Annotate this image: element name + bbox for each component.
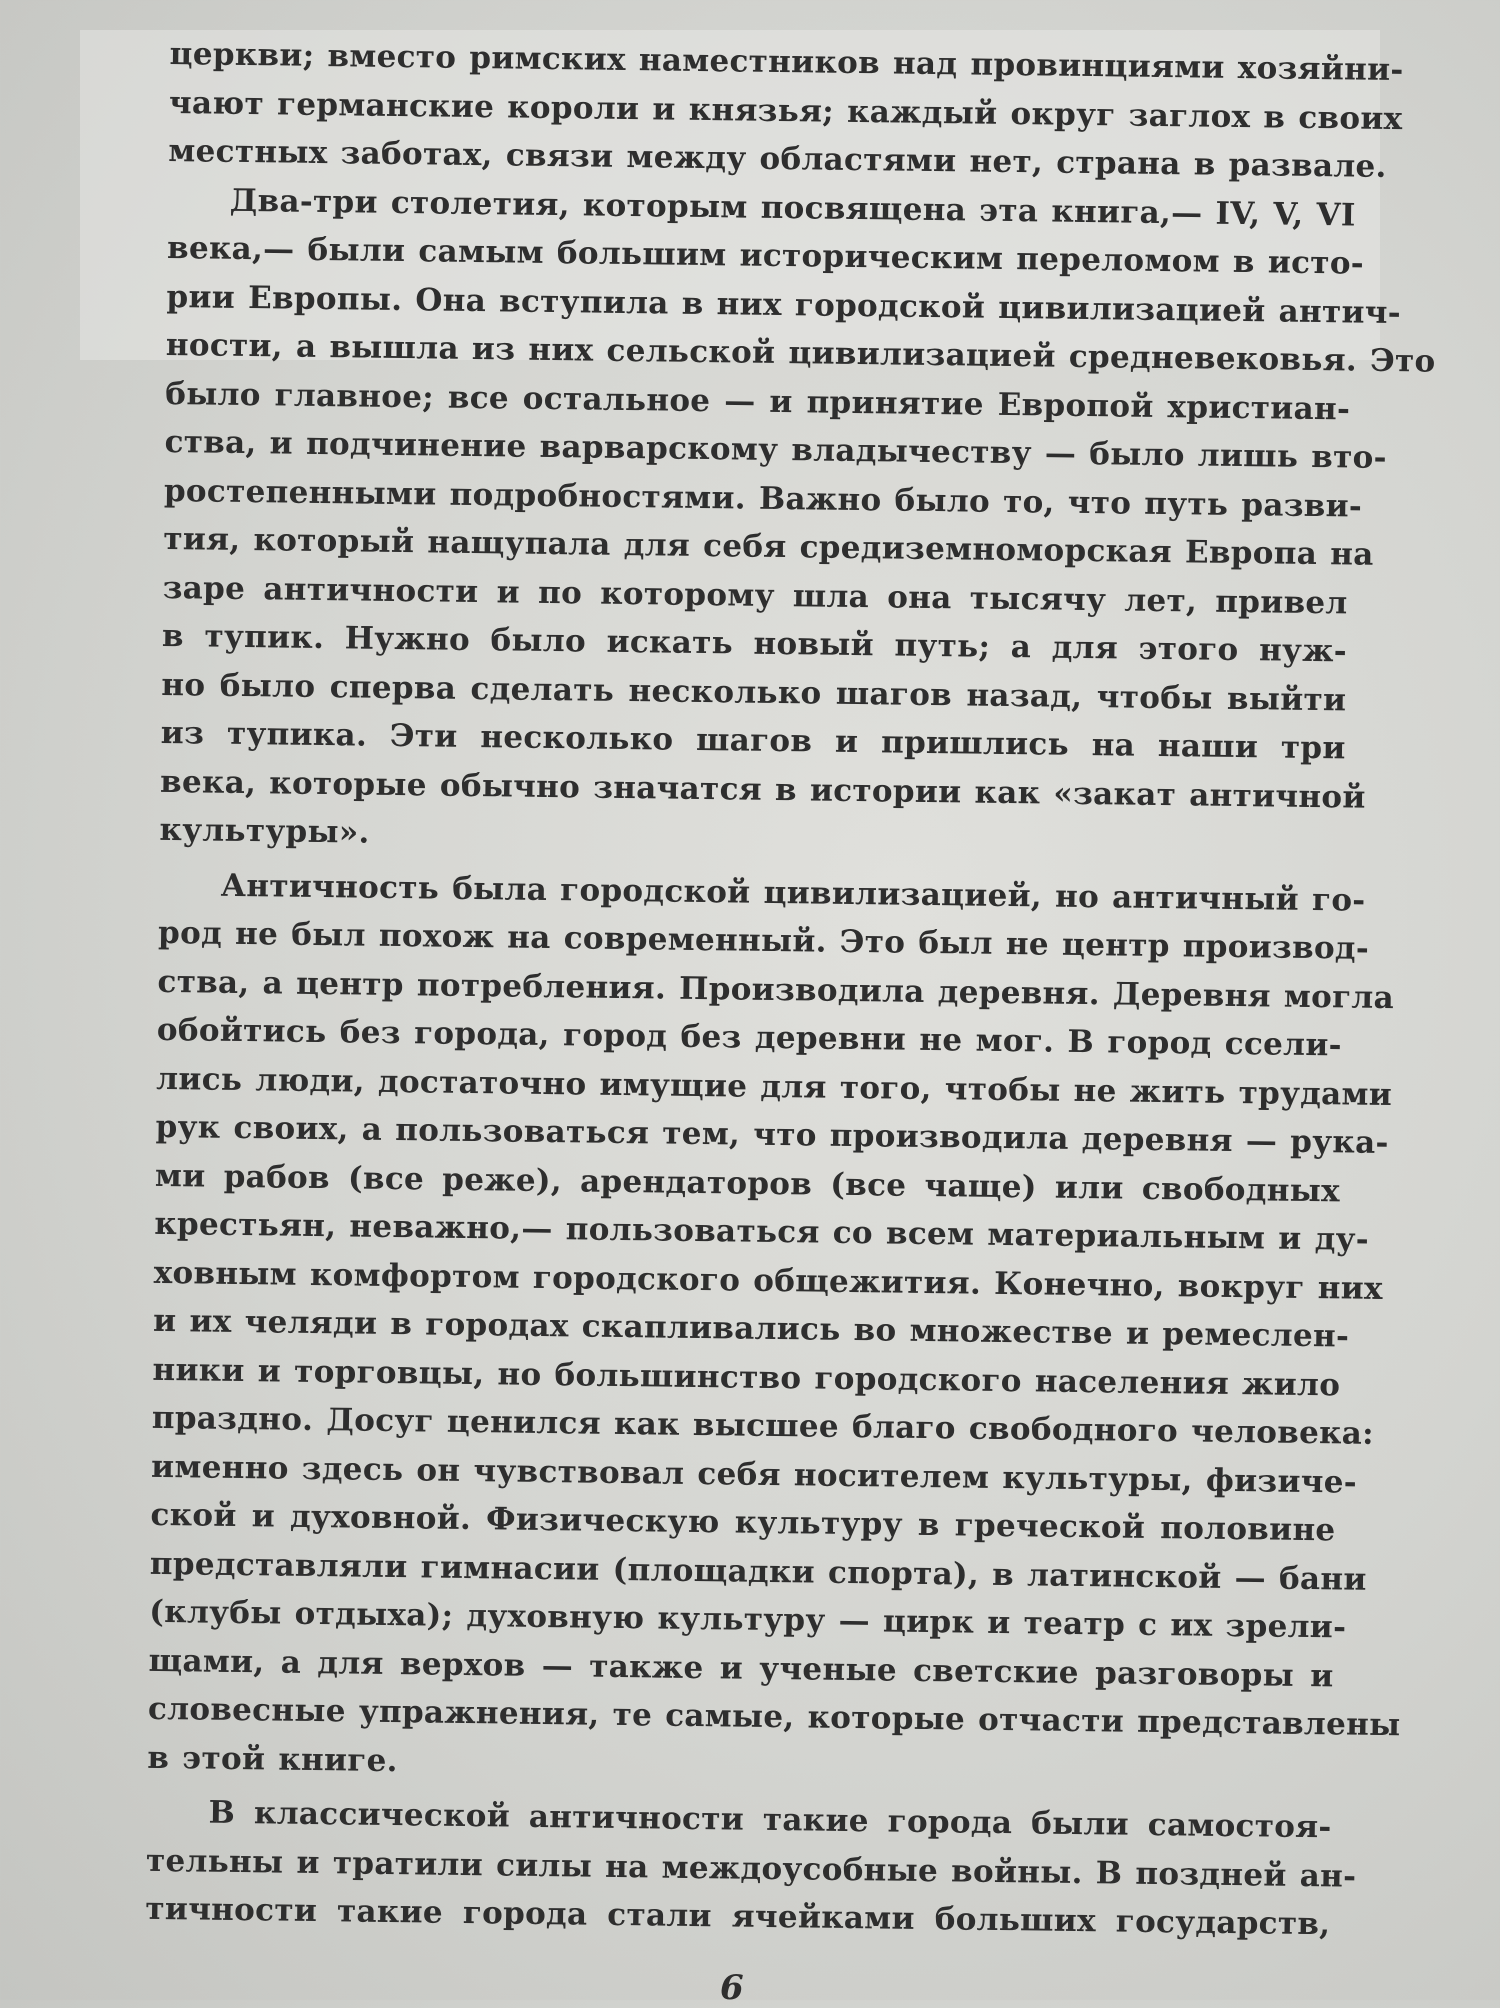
text-line: заре античности и по которому шла она тысячу лет, привел [162,569,1348,621]
text-line: чают германские короли и князья; каждый округ заглох в своих [168,84,1403,137]
text-line: крестьян, неважно,— пользоваться со всем материальным и ду- [154,1205,1370,1258]
text-line: ской и духовной. Физическую культуру в греческой половине [150,1496,1336,1549]
text-line: представляли гимнасии (площадки спорта), в латинской — бани [149,1545,1367,1598]
text-line: щами, а для верхов — также и ученые светские разговоры и [148,1642,1334,1694]
text-line: ности, а вышла из них сельской цивилизацией средневековья. Это [165,326,1436,380]
text-line: из тупика. Эти несколько шагов и пришлись на наши три [160,714,1346,767]
text-line: Античность была городской цивилизацией, но античный го- [220,867,1366,919]
text-line: обойтись без города, город без деревни не мог. В город ссели- [156,1011,1343,1064]
text-line: праздно. Досуг ценился как высшее благо свободного человека: [151,1399,1375,1452]
text-line: но было сперва сделать несколько шагов назад, чтобы выйти [161,666,1347,718]
text-line: культуры». [159,811,370,851]
page-body-text [145,30,1436,1949]
text-line: века,— были самым большим историческим переломом в исто- [166,229,1365,282]
text-line: тия, который нащупала для себя средиземноморская Европа на [163,520,1374,573]
text-line: тичности такие города стали ячейками больших государств, [145,1890,1331,1943]
text-line: рук своих, а пользоваться тем, что производила деревня — рука- [155,1108,1389,1162]
text-line: века, которые обычно значатся в истории как «закат античной [159,763,1366,816]
text-line: род не был похож на современный. Это был не центр производ- [157,914,1370,967]
text-line: ми рабов (все реже), арендаторов (все чаще) или свободных [154,1157,1341,1209]
text-line: ства, и подчинение варварскому владычеству — было лишь вто- [164,423,1388,476]
text-line: местных заботах, связи между областями нет, страна в развале. [168,132,1387,185]
text-line: ства, а центр потребления. Производила деревня. Деревня могла [157,963,1395,1016]
text-line: и их челяди в городах скапливались во множестве и ремеслен- [152,1302,1350,1355]
text-line: ники и торговцы, но большинство городского населения жило [152,1351,1341,1403]
text-line: (клубы отдыха); духовную культуру — цирк и театр с их зрели- [149,1593,1347,1646]
text-line: церкви; вместо римских наместников над провинциями хозяйни- [169,35,1404,89]
text-line: ховным комфортом городского общежития. Конечно, вокруг них [153,1254,1384,1307]
text-line: лись люди, достаточно имущие для того, чтобы не жить трудами [156,1060,1393,1113]
text-line: ростепенными подробностями. Важно было то, что путь разви- [163,472,1363,525]
text-line: именно здесь он чувствовал себя носителем культуры, физиче- [150,1448,1358,1501]
text-line: рии Европы. Она вступила в них городской цивилизацией антич- [166,278,1402,331]
text-line: В классической античности такие города были самостоя- [208,1794,1332,1846]
text-line: в этой книге. [147,1739,398,1779]
text-line: Два-три столетия, которым посвящена эта книга,— IV, V, VI [229,182,1356,234]
page-number: 6 [720,1968,744,2008]
text-line: тельны и тратили силы на междоусобные войны. В поздней ан- [145,1842,1357,1895]
text-line: было главное; все остальное — и принятие Европой христиан- [165,375,1351,427]
text-line: словесные упражнения, те самые, которые отчасти представлены [147,1690,1401,1744]
text-line: в тупик. Нужно было искать новый путь; а для этого нуж- [161,617,1348,670]
